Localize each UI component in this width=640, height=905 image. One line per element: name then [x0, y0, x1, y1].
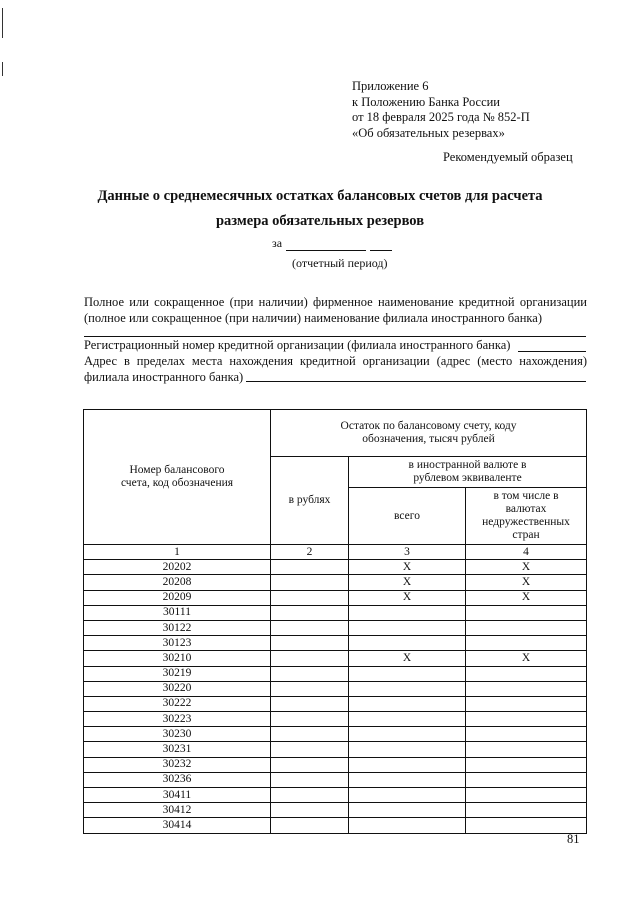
period-prefix: за	[272, 236, 283, 250]
foreign-total-cell[interactable]	[349, 742, 466, 757]
rubles-cell[interactable]	[271, 636, 349, 651]
rubles-cell[interactable]	[271, 742, 349, 757]
foreign-total-cell[interactable]	[349, 605, 466, 620]
account-number-cell: 30230	[84, 727, 271, 742]
appendix-reference	[352, 79, 530, 141]
foreign-total-cell[interactable]	[349, 712, 466, 727]
rubles-cell[interactable]	[271, 712, 349, 727]
foreign-total-cell[interactable]	[349, 772, 466, 787]
foreign-total-cell[interactable]: X	[349, 560, 466, 575]
period-blank-month[interactable]	[286, 239, 366, 251]
table-row	[84, 651, 587, 666]
unfriendly-cell[interactable]	[466, 605, 587, 620]
address-label-text: Адрес в пределах места нахождения кредитной организации (адрес (место нахождения) филиала иностранного банка)	[84, 354, 587, 384]
document-title-line-2: размера обязательных резервов	[215, 213, 425, 229]
unfriendly-cell[interactable]	[466, 742, 587, 757]
rubles-cell[interactable]	[271, 666, 349, 681]
rubles-cell[interactable]	[271, 620, 349, 635]
foreign-total-cell[interactable]	[349, 788, 466, 803]
header-rubles: в рублях	[271, 457, 349, 545]
column-number: 4	[466, 545, 587, 560]
account-number-cell: 20202	[84, 560, 271, 575]
balance-accounts-table	[83, 409, 587, 834]
rubles-cell[interactable]	[271, 681, 349, 696]
foreign-total-cell[interactable]	[349, 727, 466, 742]
unfriendly-cell[interactable]	[466, 772, 587, 787]
reporting-period-field[interactable]	[272, 236, 392, 251]
table-row	[84, 742, 587, 757]
account-number-cell: 30111	[84, 605, 271, 620]
appendix-line: к Положению Банка России	[352, 94, 500, 109]
unfriendly-cell[interactable]	[466, 666, 587, 681]
header-balance: Остаток по балансовому счету, коду обозначения, тысяч рублей	[271, 410, 587, 457]
account-number-cell: 30411	[84, 788, 271, 803]
period-caption: (отчетный период)	[292, 256, 388, 270]
unfriendly-cell[interactable]: X	[466, 651, 587, 666]
account-number-cell: 30210	[84, 651, 271, 666]
appendix-line: от 18 февраля 2025 года № 852-П	[352, 110, 530, 124]
appendix-line: Приложение 6	[352, 79, 429, 93]
table-row	[84, 696, 587, 711]
unfriendly-cell[interactable]: X	[466, 575, 587, 590]
unfriendly-cell[interactable]: X	[466, 560, 587, 575]
account-number-cell: 30232	[84, 757, 271, 772]
page-number: 81	[567, 832, 580, 846]
document-title-line-1: Данные о среднемесячных остатках балансовых счетов для расчета	[97, 188, 543, 204]
unfriendly-cell[interactable]	[466, 681, 587, 696]
header-unfriendly-currencies: в том числе в валютах недружественных стран	[466, 488, 587, 545]
table-row	[84, 681, 587, 696]
column-number: 3	[349, 545, 466, 560]
unfriendly-cell[interactable]	[466, 788, 587, 803]
header-account-number: Номер балансового счета, код обозначения	[84, 410, 271, 545]
foreign-total-cell[interactable]	[349, 620, 466, 635]
rubles-cell[interactable]	[271, 803, 349, 818]
foreign-total-cell[interactable]: X	[349, 575, 466, 590]
rubles-cell[interactable]	[271, 590, 349, 605]
header-foreign-currency: в иностранной валюте в рублевом эквиваленте	[349, 457, 587, 488]
account-number-cell: 30123	[84, 636, 271, 651]
unfriendly-cell[interactable]	[466, 818, 587, 833]
table-row	[84, 560, 587, 575]
table-row	[84, 788, 587, 803]
unfriendly-cell[interactable]	[466, 696, 587, 711]
appendix-line: «Об обязательных резервах»	[352, 125, 505, 140]
table-row	[84, 575, 587, 590]
rubles-cell[interactable]	[271, 818, 349, 833]
foreign-total-cell[interactable]	[349, 666, 466, 681]
unfriendly-cell[interactable]	[466, 712, 587, 727]
table-row	[84, 818, 587, 833]
account-number-cell: 20208	[84, 575, 271, 590]
period-blank-year[interactable]	[370, 239, 392, 251]
account-number-cell: 30219	[84, 666, 271, 681]
table-row	[84, 605, 587, 620]
account-number-cell: 30231	[84, 742, 271, 757]
unfriendly-cell[interactable]	[466, 727, 587, 742]
account-number-cell: 30236	[84, 772, 271, 787]
foreign-total-cell[interactable]	[349, 818, 466, 833]
table-row	[84, 757, 587, 772]
registration-number-label: Регистрационный номер кредитной организации (филиала иностранного банка)	[84, 338, 511, 352]
foreign-total-cell[interactable]: X	[349, 651, 466, 666]
table-row	[84, 590, 587, 605]
account-number-cell: 30220	[84, 681, 271, 696]
unfriendly-cell[interactable]: X	[466, 590, 587, 605]
account-number-cell: 30412	[84, 803, 271, 818]
table-row	[84, 727, 587, 742]
table-row	[84, 772, 587, 787]
foreign-total-cell[interactable]	[349, 757, 466, 772]
foreign-total-cell[interactable]	[349, 681, 466, 696]
account-number-cell: 30122	[84, 620, 271, 635]
table-row	[84, 636, 587, 651]
table-row	[84, 712, 587, 727]
rubles-cell[interactable]	[271, 560, 349, 575]
unfriendly-cell[interactable]	[466, 803, 587, 818]
rubles-cell[interactable]	[271, 727, 349, 742]
unfriendly-cell[interactable]	[466, 757, 587, 772]
rubles-cell[interactable]	[271, 651, 349, 666]
rubles-cell[interactable]	[271, 788, 349, 803]
foreign-total-cell[interactable]	[349, 636, 466, 651]
table-row	[84, 803, 587, 818]
account-number-cell: 30223	[84, 712, 271, 727]
unfriendly-cell[interactable]	[466, 620, 587, 635]
address-fill-line[interactable]	[246, 381, 586, 382]
table-row	[84, 620, 587, 635]
unfriendly-cell[interactable]	[466, 636, 587, 651]
column-number: 1	[84, 545, 271, 560]
column-number: 2	[271, 545, 349, 560]
column-number-row	[84, 545, 587, 560]
rubles-cell[interactable]	[271, 605, 349, 620]
rubles-cell[interactable]	[271, 696, 349, 711]
account-number-cell: 20209	[84, 590, 271, 605]
rubles-cell[interactable]	[271, 575, 349, 590]
foreign-total-cell[interactable]: X	[349, 590, 466, 605]
foreign-total-cell[interactable]	[349, 803, 466, 818]
account-number-cell: 30222	[84, 696, 271, 711]
foreign-total-cell[interactable]	[349, 696, 466, 711]
account-number-cell: 30414	[84, 818, 271, 833]
table-row	[84, 666, 587, 681]
header-total: всего	[349, 488, 466, 545]
recommended-sample-label: Рекомендуемый образец	[443, 150, 573, 164]
organization-name-label: Полное или сокращенное (при наличии) фирменное наименование кредитной организации (полное или сокращенное (при наличии) наименование филиала иностранного банка)	[84, 295, 587, 325]
registration-number-fill-line[interactable]	[518, 351, 586, 352]
rubles-cell[interactable]	[271, 757, 349, 772]
rubles-cell[interactable]	[271, 772, 349, 787]
